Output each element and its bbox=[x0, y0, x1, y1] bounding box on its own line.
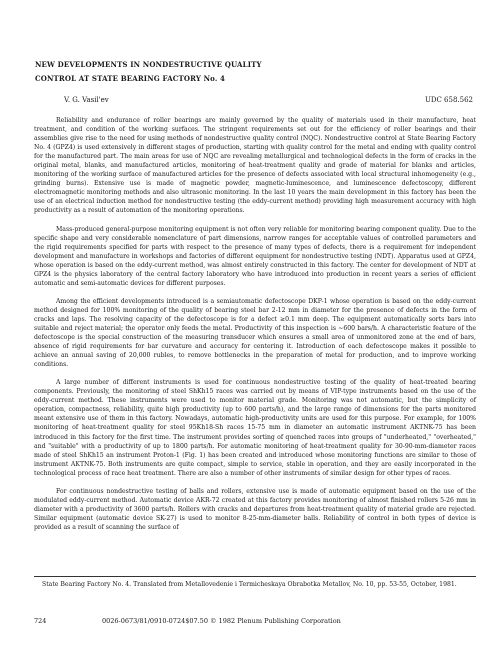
paragraph-3: Among the efficient developments introduced is a semiautomatic defectoscope DKP-1 whose operation is based on the eddy-current method designed for 100% monitoring of the quality of bearing steel bar 2-12 mm in diameter for the presence of defects in the form of cracks and laps. The resolving capacity of the defectoscope is for a defect ≥0.1 mm deep. The equipment automatically sorts bars into suitable and reject material; the operator only feeds the metal. Productivity of this inspection is ~600 bars/h. A characteristic feature of the defectoscope is the special construction of the measuring transducer which ensures a small area of unmonitored zone at the end of bars, absence of rigid requirements for bar curvature and accuracy for centering it. Introduction of each defectoscope makes it possible to achieve an annual saving of 20,000 rubles, to remove bottlenecks in the preparation of metal for production, and to improve working conditions. bbox=[34, 297, 476, 369]
paragraph-2: Mass-produced general-purpose monitoring equipment is not often very reliable for monitoring bearing component quality. Due to the specific shape and very considerable nomenclature of part dimensions, narrow ranges for acceptable values of controlled parameters and the rigid requirements specified for parts with respect to the presence of many types of defects, there is a requirement for independent development and manufacture in workshops and factories of different equipment for nondestructive testing (NDT). Apparatus used at GPZ4, whose operation is based on the eddy-current method, was almost entirely constructed in this factory. The center for development of NDT at GPZ4 is the physics laboratory of the central factory laboratory who have introduced into production in recent years a series of efficient automatic and semi-automatic devices for different purposes. bbox=[34, 225, 476, 287]
paragraph-1: Reliability and endurance of roller bearings are mainly governed by the quality of materials used in their manufacture, heat treatment, and condition of the working surfaces. The stringent requirements set out for the efficiency of roller bearings and their assemblies give rise to the need for using methods of nondestructive quality control (NQC). Nondestructive control at State Bearing Factory No. 4 (GPZ4) is used extensively in different stages of production, starting with quality control for the metal and ending with quality control for the manufactured part. The main areas for use of NQC are revealing metallurgical and technological defects in the form of cracks in the original metal, blanks, and manufactured articles, monitoring of heat-treatment quality and grade of material for blanks and articles, monitoring of the working surface of manufactured articles for the presence of defects associated with local structural inhomogeneity (e.g., grinding burns). Extensive use is made of magnetic powder, magnetic-luminescence, and luminescence defectoscopy, different electromagnetic monitoring methods and also ultrasonic monitoring. In the last 10 years the main development in this factory has been the use of an electrical induction method for nondestructive testing (the eddy-current method) providing high measurement accuracy with high productivity as a result of automation of the monitoring operations. bbox=[34, 117, 476, 215]
title-line-1: NEW DEVELOPMENTS IN NONDESTRUCTIVE QUALITY bbox=[35, 60, 262, 69]
footnote: State Bearing Factory No. 4. Translated from Metallovedenie i Termicheskaya Obrabotka Metallov, No. 10, pp. 53-55, October, 1981. bbox=[42, 581, 457, 588]
article-body bbox=[34, 116, 476, 541]
paragraph-4: A large number of different instruments is used for continuous nondestructive testing of the quality of heat-treated bearing components. Previously, the monitoring of steel ShKh15 races was carried out by means of VIP-type instruments based on the use of the eddy-current method. These instruments were used to monitor material grade. Monitoring was not automatic, but the simplicity of operation, compactness, reliability, quite high productivity (up to 600 parts/h), and the large range of dimensions for the parts monitored meant extensive use of them in this factory. Nowadays, automatic high-productivity units are used for this purpose. For example, for 100% monitoring of heat-treatment quality for steel 95Kh18-Sh races 15-75 mm in diameter an automatic instrument AKTNK-75 has been introduced in this factory for the first time. The instrument provides sorting of quenched races into groups of "underheated," "overheated," and "suitable" with a productivity of up to 1800 parts/h. For automatic monitoring of heat-treatment quality for 30-90-mm-diameter races made of steel ShKh15 an instrument Proton-1 (Fig. 1) has been created and introduced whose monitoring functions are similar to those of instrument AKTNK-75. Both instruments are quite compact, simple to service, stable in operation, and they are easily incorporated in the technological process of race heat treatment. There are also a number of other instruments of similar design for other types of races. bbox=[34, 379, 476, 477]
paragraph-5: For continuous nondestructive testing of balls and rollers, extensive use is made of automatic equipment based on the use of the modulated eddy-current method. Automatic device AKR-72 created at this factory provides monitoring of almost finished rollers 5-26 mm in diameter with a productivity of 3600 parts/h. Rollers with cracks and departures from heat-treatment quality of material grade are rejected. Similar equipment (automatic device SK-27) is used to monitor 8-25-mm-diameter balls. Reliability of control in both types of device is provided as a result of scanning the surface of bbox=[34, 487, 476, 531]
author-name: V. G. Vasil'ev bbox=[64, 96, 109, 104]
copyright-line: 0026-0673/81/0910-0724$07.50 © 1982 Plenum Publishing Corporation bbox=[102, 617, 341, 625]
title-line-2: CONTROL AT STATE BEARING FACTORY No. 4 bbox=[35, 74, 226, 83]
page-number: 724 bbox=[34, 617, 47, 625]
article-title bbox=[35, 58, 455, 86]
udc-code: UDC 658.562 bbox=[424, 96, 473, 104]
footnote-divider bbox=[34, 576, 476, 577]
